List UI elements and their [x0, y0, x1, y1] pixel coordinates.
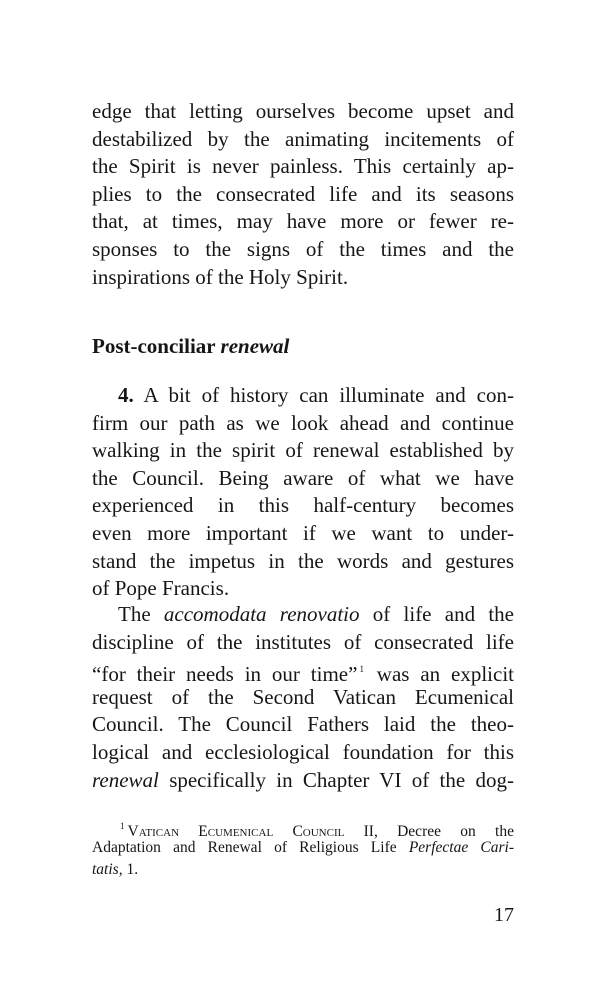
footnote-line: [92, 859, 514, 881]
text-line: experienced in this half-century becomes: [92, 493, 514, 518]
text-span: specifically in Chapter VI of the dog-: [158, 767, 514, 792]
text-line: of Pope Francis.: [92, 576, 230, 601]
text-line: the Spirit is never painless. This certainly ap-: [92, 154, 514, 179]
text-line: sponses to the signs of the times and the: [92, 236, 514, 261]
text-span: “for their needs in our time”: [92, 662, 358, 687]
text-line: Council. The Council Fathers laid the theo-: [92, 712, 514, 737]
italic-phrase: accomodata renovatio: [163, 602, 360, 626]
text-line: destabilized by the animating incitements of: [92, 126, 514, 151]
text-span: The: [118, 602, 164, 626]
text-line: [92, 601, 514, 629]
text-line: inspirations of the Holy Spirit.: [92, 264, 349, 289]
section-heading: [92, 331, 514, 361]
text-line: even more important if we want to under-: [92, 520, 514, 545]
italic-phrase: renewal: [92, 767, 159, 792]
text-line: logical and ecclesiological foundation for this: [92, 739, 514, 764]
text-span: of life and the: [359, 602, 514, 626]
text-span: II, Decree on the: [344, 823, 514, 840]
footnote-reference[interactable]: 1: [359, 664, 364, 675]
footnote-line: [92, 815, 514, 840]
page-number: 17: [494, 904, 514, 926]
footnote-author: Vatican Ecumenical Council: [127, 823, 345, 840]
text-line: [92, 656, 515, 687]
text-line: edge that letting ourselves become upset and: [92, 99, 514, 123]
text-line: request of the Second Vatican Ecumenical: [92, 684, 514, 709]
text-line: [92, 767, 514, 795]
paragraph-number: 4.: [118, 383, 134, 407]
text-span: Adaptation and Renewal of Religious Life: [92, 839, 409, 856]
paragraph-continuation: [92, 98, 514, 291]
text-line: stand the impetus in the words and gestures: [92, 548, 514, 573]
italic-phrase: Perfectae Cari-: [408, 839, 514, 856]
footnote: [92, 815, 514, 881]
footnote-marker: 1: [120, 821, 125, 831]
text-line: [92, 382, 514, 410]
italic-phrase: tatis,: [92, 861, 123, 878]
text-line: firm our path as we look ahead and continue: [92, 410, 514, 435]
paragraph-renovatio: [92, 601, 514, 794]
text-line: the Council. Being aware of what we have: [92, 465, 514, 490]
text-span: 1.: [122, 861, 139, 878]
heading-italic-text: renewal: [220, 334, 290, 358]
text-line: plies to the consecrated life and its seasons: [92, 181, 514, 206]
text-span: was an explicit: [365, 662, 515, 687]
text-line: walking in the spirit of renewal established by: [92, 438, 514, 463]
footnote-line: [92, 837, 514, 859]
text-line: that, at times, may have more or fewer re-: [92, 209, 514, 234]
text-span: A bit of history can illuminate and con-: [133, 383, 514, 407]
heading-text: Post-conciliar: [92, 334, 221, 358]
text-line: discipline of the institutes of consecrated life: [92, 629, 514, 654]
paragraph-4: [92, 382, 514, 603]
